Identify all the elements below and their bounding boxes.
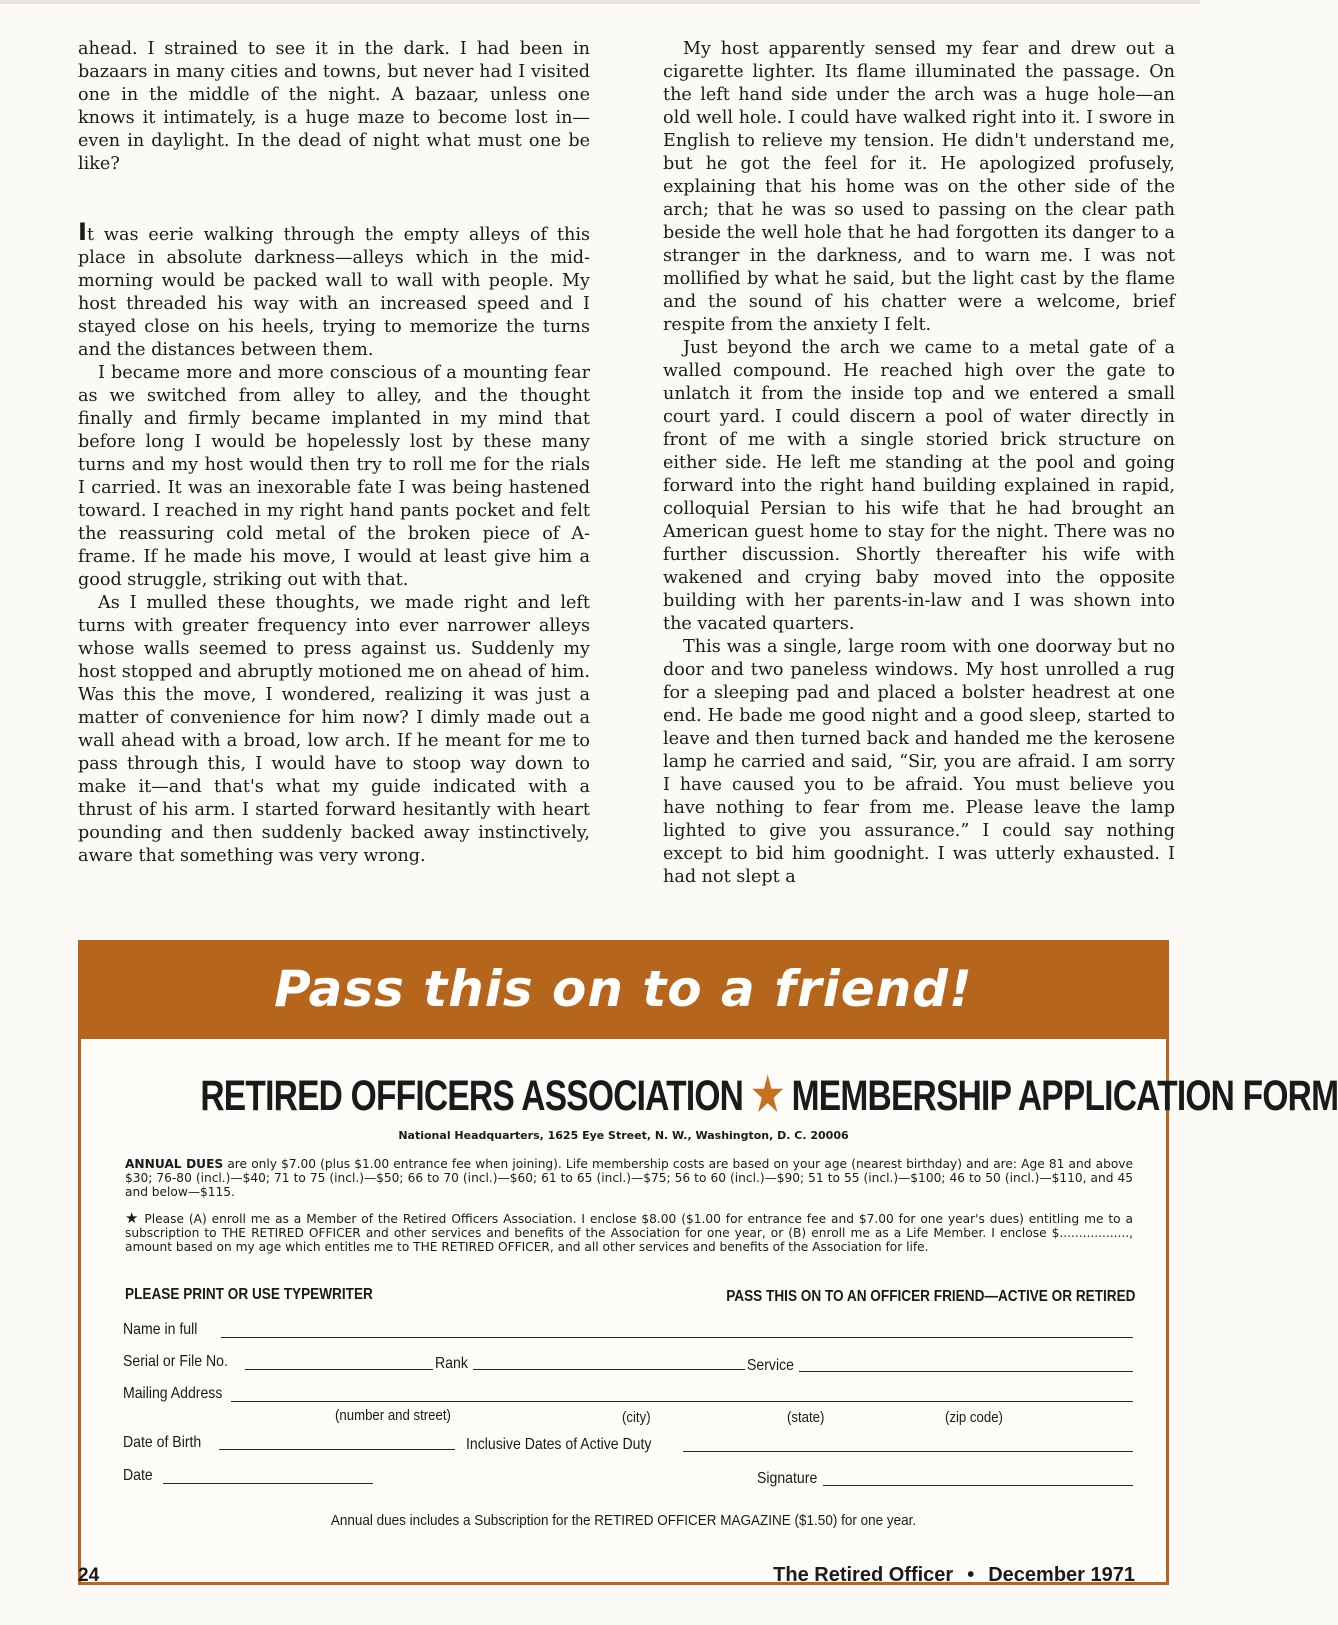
article-paragraph: My host apparently sensed my fear and drew out a cigarette lighter. Its flame illuminated the passage. On the left hand side under the arch was a huge hole—an old well hole. I could have walked right into it. I swore in English to relieve my tension. He didn't understand me, but he got the feel for it. He apologized profusely, explaining that his home was on the other side of the arch; that he was so used to passing on the clear path beside the well hole that he had forgotten its danger to a stranger in the darkness, and to warn me. I was not mollified by what he said, but the light cast by the flame and the sound of his chatter were a welcome, brief respite from the anxiety I felt. bbox=[663, 39, 1175, 335]
signature-label: Signature bbox=[757, 1470, 818, 1487]
mailing-address-field[interactable] bbox=[231, 1401, 1133, 1402]
zip-caption: (zip code) bbox=[945, 1409, 1003, 1426]
headquarters-address: National Headquarters, 1625 Eye Street, N. W., Washington, D. C. 20006 bbox=[398, 1129, 849, 1142]
article-paragraph: This was a single, large room with one doorway but no door and two paneless windows. My host unrolled a rug for a sleeping pad and placed a bolster headrest at one end. He bade me good night and a good sleep, started to leave and then turned back and handed me the kerosene lamp he carried and said, “Sir, you are afraid. I am sorry I have caused you to be afraid. You must believe you have nothing to fear from me. Please leave the lamp lighted to give you assurance.” I could say nothing except to bid him goodnight. I was utterly exhausted. I had not slept a bbox=[663, 637, 1175, 887]
dues-heading: ANNUAL DUES bbox=[125, 1157, 224, 1171]
form-title bbox=[200, 1067, 1338, 1121]
print-instruction: PLEASE PRINT OR USE TYPEWRITER bbox=[125, 1286, 373, 1303]
enrollment-text bbox=[125, 1211, 1133, 1254]
service-label: Service bbox=[747, 1357, 794, 1374]
birth-date-label: Date of Birth bbox=[123, 1434, 202, 1451]
mailing-address-label: Mailing Address bbox=[123, 1385, 223, 1402]
drop-cap: I bbox=[78, 218, 87, 246]
dues-body: are only $7.00 (plus $1.00 entrance fee when joining). Life membership costs are based on your age (nearest birthday) and are: Age 81 and above $30; 76-80 (incl.)—$40; 71 to 75 (incl.)—$50; 66 to 70 (incl.)—$60; 61 to 65 (incl.)—$75; 56 to 60 (incl.)—$90; 51 to 55 (incl.)—$100; 46 to 50 (incl.)—$110, and 45 and below—$115. bbox=[125, 1157, 1133, 1199]
enrollment-body: Please (A) enroll me as a Member of the Retired Officers Association. I enclose $8.00 ($1.00 for entrance fee and $7.00 for one year's dues) entitling me to a subscription to THE RETIRED OFFICER and other services and benefits of the Association for one year, or (B) enroll me as a Life Member. I enclose $.................., amount based on my age which entitles me to THE RETIRED OFFICER, and all other services and benefits of the Association for life. bbox=[125, 1212, 1133, 1254]
publication-footer bbox=[773, 1564, 1135, 1587]
date-label: Date bbox=[123, 1467, 153, 1484]
rank-field[interactable] bbox=[473, 1369, 745, 1370]
annual-dues-text bbox=[125, 1157, 1133, 1199]
article-paragraph: I became more and more conscious of a mounting fear as we switched from alley to alley, and the thought finally and firmly became implanted in my mind that before long I would be hopelessly lost by these many turns and my host would then try to roll me for the rials I carried. It was an inexorable fate I was being hastened toward. I reached in my right hand pants pocket and felt the reassuring cold metal of the broken piece of A-frame. If he made his move, I would at least give him a good struggle, striking out with that. bbox=[78, 363, 590, 590]
article-paragraph: ahead. I strained to see it in the dark. I had been in bazaars in many cities and towns, but never had I visited one in the middle of the night. A bazaar, unless one knows it intimately, is a huge maze to become lost in—even in daylight. In the dead of night what must one be like? bbox=[78, 39, 590, 174]
star-icon: ★ bbox=[751, 1068, 784, 1120]
pass-on-banner bbox=[78, 940, 1169, 1039]
service-field[interactable] bbox=[799, 1371, 1133, 1372]
name-label: Name in full bbox=[123, 1321, 198, 1338]
signature-field[interactable] bbox=[823, 1485, 1133, 1486]
star-bullet-icon: ★ bbox=[125, 1209, 140, 1227]
article-paragraph bbox=[78, 218, 590, 362]
banner-text: Pass this on to a friend! bbox=[274, 960, 973, 1018]
article-paragraph: Just beyond the arch we came to a metal gate of a walled compound. He reached high over the gate to unlatch it from the inside top and we entered a small court yard. I could discern a pool of water directly in front of me with a single storied brick structure on either side. He left me standing at the pool and going forward into the right hand building explained in rapid, colloquial Persian to his wife that he had brought an American guest home to stay for the night. There was no further discussion. Shortly thereafter his wife with wakened and crying baby moved into the opposite building with her parents-in-law and I was shown into the vacated quarters. bbox=[663, 338, 1175, 634]
page-number: 24 bbox=[78, 1565, 100, 1586]
membership-application-form bbox=[78, 1039, 1338, 1585]
state-caption: (state) bbox=[787, 1409, 825, 1426]
article-right-column bbox=[663, 38, 1175, 889]
date-field[interactable] bbox=[163, 1483, 373, 1484]
active-duty-label: Inclusive Dates of Active Duty bbox=[466, 1436, 652, 1453]
top-rule bbox=[0, 0, 1200, 4]
serial-label: Serial or File No. bbox=[123, 1353, 228, 1370]
city-caption: (city) bbox=[622, 1409, 651, 1426]
rank-label: Rank bbox=[435, 1355, 468, 1372]
number-street-caption: (number and street) bbox=[335, 1407, 451, 1424]
issue-date: December 1971 bbox=[988, 1564, 1135, 1586]
article-paragraph: As I mulled these thoughts, we made right and left turns with greater frequency into ever narrower alleys whose walls seemed to press against us. Suddenly my host stopped and abruptly motioned me on ahead of him. Was this the move, I wondered, realizing it was just a matter of convenience for him now? I dimly made out a wall ahead with a broad, low arch. If he meant for me to pass through this, I would have to stoop way down to make it—and that's what my guide indicated with a thrust of his arm. I started forward hesitantly with heart pounding and then suddenly backed away instinctively, aware that something was very wrong. bbox=[78, 593, 590, 866]
name-field[interactable] bbox=[221, 1337, 1133, 1338]
publication-name: The Retired Officer bbox=[773, 1564, 954, 1586]
footer-separator: • bbox=[967, 1564, 975, 1586]
annual-dues-note: Annual dues includes a Subscription for the RETIRED OFFICER MAGAZINE ($1.50) for one year. bbox=[330, 1512, 917, 1529]
article-left-column bbox=[78, 38, 590, 868]
birth-date-field[interactable] bbox=[219, 1449, 455, 1450]
form-title-left: RETIRED OFFICERS ASSOCIATION bbox=[200, 1072, 744, 1120]
active-duty-field[interactable] bbox=[683, 1451, 1133, 1452]
pass-on-instruction: PASS THIS ON TO AN OFFICER FRIEND—ACTIVE OR RETIRED bbox=[726, 1288, 1136, 1305]
form-title-right: MEMBERSHIP APPLICATION FORM bbox=[791, 1072, 1338, 1120]
article-paragraph-text: t was eerie walking through the empty alleys of this place in absolute darkness—alleys which in the mid-morning would be packed wall to wall with people. My host threaded his way with an increased speed and I stayed close on his heels, trying to memorize the turns and the distances between them. bbox=[78, 225, 590, 360]
serial-field[interactable] bbox=[245, 1369, 433, 1370]
